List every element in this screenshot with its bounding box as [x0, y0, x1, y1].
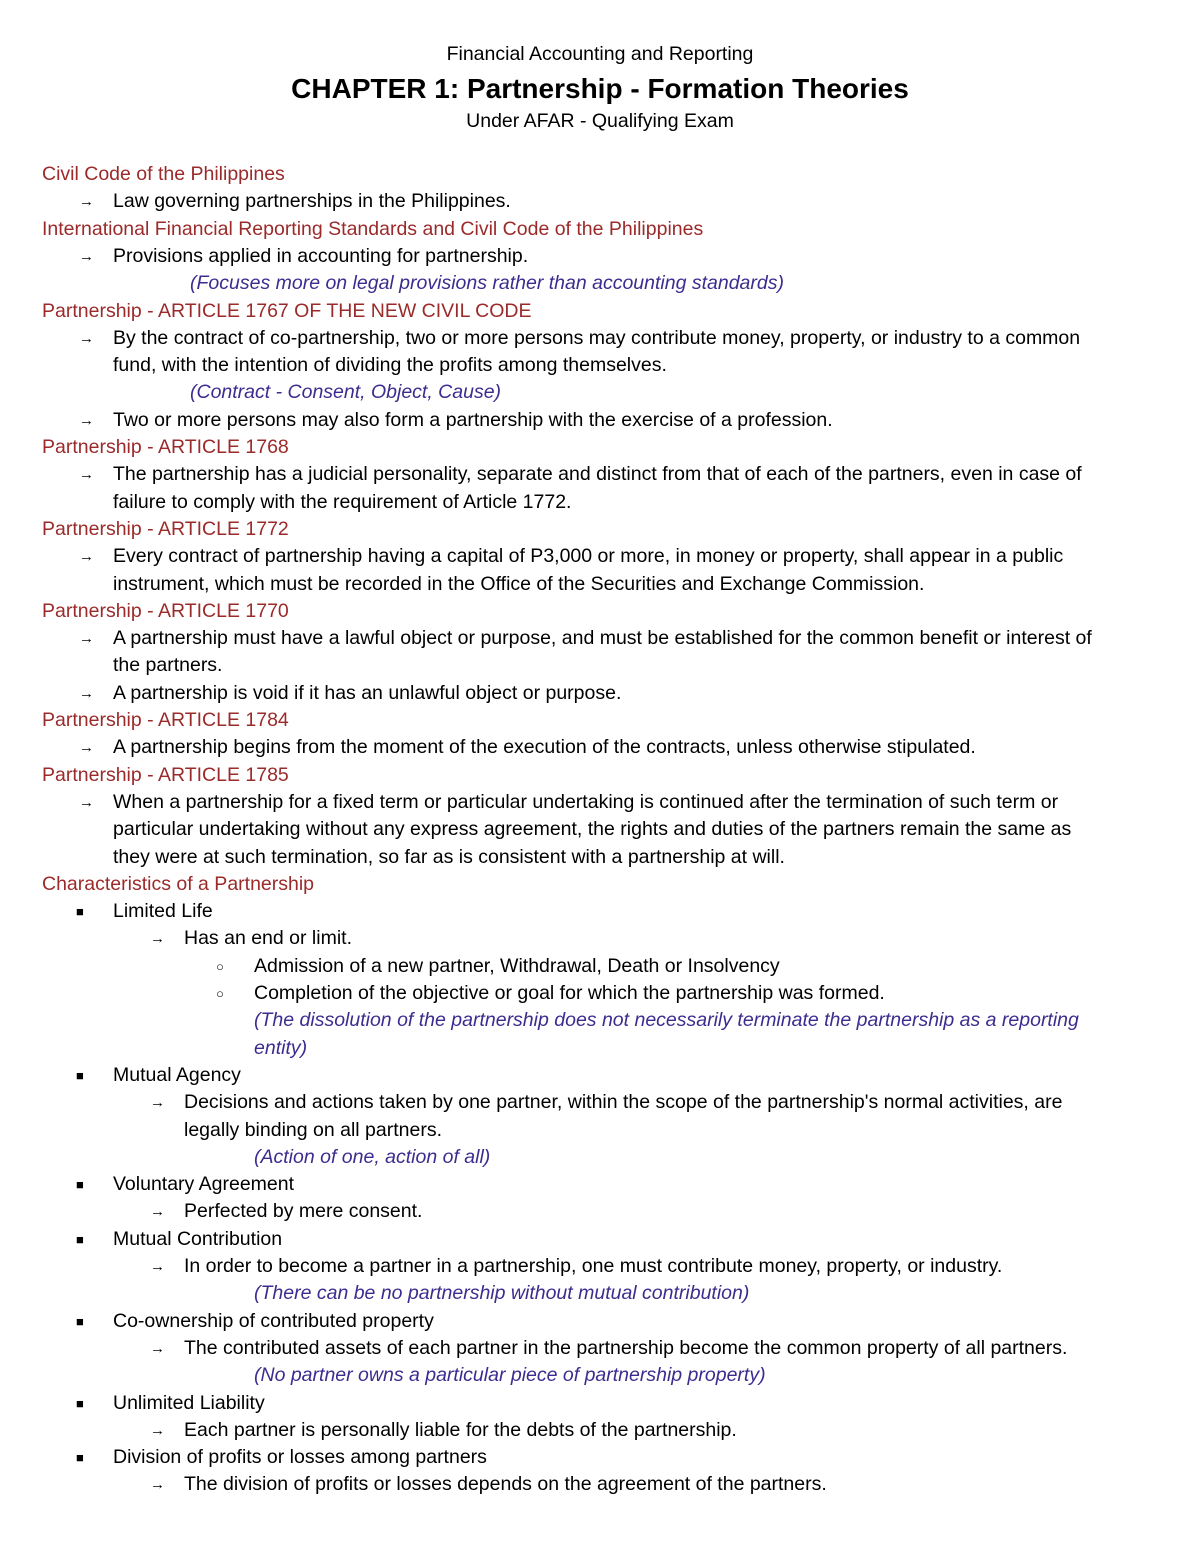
- list-item-text: Law governing partnerships in the Philippines.: [113, 190, 511, 213]
- list-item-text: By the contract of co-partnership, two or more persons may contribute money, property, or industry to a common: [113, 326, 1081, 349]
- note-text: (There can be no partnership without mutual contribution): [254, 1282, 750, 1305]
- section-heading: Partnership - ARTICLE 1784: [42, 709, 289, 731]
- section-heading: Partnership - ARTICLE 1768: [42, 436, 289, 458]
- list-item-text: A partnership is void if it has an unlawful object or purpose.: [113, 681, 622, 704]
- section-heading: Partnership - ARTICLE 1767 OF THE NEW CIVIL CODE: [42, 299, 532, 322]
- list-item-text: instrument, which must be recorded in the Office of the Securities and Exchange Commission.: [113, 572, 925, 595]
- characteristic-label: Mutual Contribution: [113, 1227, 283, 1250]
- arrow-bullet-icon: →: [79, 684, 94, 702]
- note-text: (No partner owns a particular piece of partnership property): [254, 1364, 766, 1387]
- list-item-text: A partnership begins from the moment of the execution of the contracts, unless otherwise stipulated.: [113, 736, 976, 759]
- arrow-bullet-icon: →: [150, 1421, 165, 1439]
- square-bullet-icon: ■: [76, 1395, 84, 1411]
- list-item-text: legally binding on all partners.: [184, 1118, 442, 1141]
- arrow-bullet-icon: →: [150, 1339, 165, 1357]
- sub-list-item-text: Admission of a new partner, Withdrawal, Death or Insolvency: [254, 954, 780, 977]
- characteristic-label: Voluntary Agreement: [113, 1173, 295, 1196]
- arrow-bullet-icon: →: [79, 739, 94, 757]
- arrow-bullet-icon: →: [79, 548, 94, 566]
- characteristic-label: Mutual Agency: [113, 1063, 241, 1086]
- list-item-text: Perfected by mere consent.: [184, 1200, 423, 1223]
- arrow-bullet-icon: →: [150, 1094, 165, 1112]
- list-item-text: Provisions applied in accounting for partnership.: [113, 244, 529, 267]
- arrow-bullet-icon: →: [79, 793, 94, 811]
- square-bullet-icon: ■: [76, 904, 84, 920]
- list-item-text: Each partner is personally liable for the debts of the partnership.: [184, 1418, 737, 1441]
- list-item-text: Two or more persons may also form a partnership with the exercise of a profession.: [113, 408, 833, 431]
- arrow-bullet-icon: →: [79, 247, 94, 265]
- list-item-text: A partnership must have a lawful object or purpose, and must be established for the common benefit or interest of: [113, 627, 1092, 650]
- section-heading: Partnership - ARTICLE 1772: [42, 517, 289, 540]
- arrow-bullet-icon: →: [79, 411, 94, 429]
- square-bullet-icon: ■: [76, 1450, 84, 1466]
- note-text: (Focuses more on legal provisions rather than accounting standards): [190, 272, 784, 295]
- list-item-text: the partners.: [113, 654, 223, 677]
- section-heading: Partnership - ARTICLE 1770: [42, 599, 289, 622]
- list-item-text: they were at such termination, so far as is consistent with a partnership at will.: [113, 845, 785, 868]
- arrow-bullet-icon: →: [150, 1258, 165, 1275]
- square-bullet-icon: ■: [76, 1177, 84, 1193]
- square-bullet-icon: ■: [76, 1313, 84, 1329]
- document-subtitle: Under AFAR - Qualifying Exam: [466, 110, 734, 132]
- list-item-text: Decisions and actions taken by one partner, within the scope of the partnership's normal activities, are: [184, 1091, 1063, 1114]
- list-item-text: failure to comply with the requirement of Article 1772.: [113, 490, 572, 513]
- section-heading: International Financial Reporting Standards and Civil Code of the Philippines: [42, 217, 704, 240]
- arrow-bullet-icon: →: [79, 630, 94, 648]
- document-subject: Financial Accounting and Reporting: [446, 43, 754, 65]
- list-item-text: The contributed assets of each partner in the partnership become the common property of all partners.: [184, 1336, 1068, 1359]
- list-item-text: The division of profits or losses depends on the agreement of the partners.: [184, 1473, 827, 1496]
- list-item-text: fund, with the intention of dividing the profits among themselves.: [113, 354, 667, 377]
- arrow-bullet-icon: →: [79, 193, 94, 211]
- list-item-text: When a partnership for a fixed term or particular undertaking is continued after the termination of such term or: [113, 790, 1059, 813]
- note-text: entity): [254, 1036, 308, 1059]
- characteristic-label: Unlimited Liability: [113, 1391, 265, 1414]
- arrow-bullet-icon: →: [150, 1203, 165, 1221]
- sub-list-item-text: Completion of the objective or goal for which the partnership was formed.: [254, 982, 885, 1004]
- list-item-text: In order to become a partner in a partnership, one must contribute money, property, or industry.: [184, 1255, 1003, 1277]
- note-text: (The dissolution of the partnership does not necessarily terminate the partnership as a reporting: [254, 1009, 1079, 1032]
- circle-bullet-icon: ○: [216, 986, 224, 1001]
- characteristic-label: Limited Life: [113, 900, 213, 923]
- section-heading: Characteristics of a Partnership: [42, 872, 315, 895]
- list-item-text: particular undertaking without any express agreement, the rights and duties of the partners remain the same as: [113, 818, 1072, 841]
- page-title: CHAPTER 1: Partnership - Formation Theories: [291, 73, 909, 104]
- section-heading: Partnership - ARTICLE 1785: [42, 763, 289, 786]
- characteristic-label: Co-ownership of contributed property: [113, 1309, 434, 1332]
- arrow-bullet-icon: →: [150, 1476, 165, 1494]
- arrow-bullet-icon: →: [150, 930, 165, 948]
- list-item-text: Every contract of partnership having a capital of P3,000 or more, in money or property, shall appear in a public: [113, 545, 1064, 568]
- arrow-bullet-icon: →: [79, 329, 94, 347]
- characteristic-label: Division of profits or losses among partners: [113, 1446, 487, 1469]
- list-item-text: Has an end or limit.: [184, 927, 352, 950]
- square-bullet-icon: ■: [76, 1067, 84, 1083]
- note-text: (Contract - Consent, Object, Cause): [190, 381, 502, 404]
- square-bullet-icon: ■: [76, 1231, 84, 1247]
- circle-bullet-icon: ○: [216, 958, 224, 974]
- section-heading: Civil Code of the Philippines: [42, 163, 285, 185]
- arrow-bullet-icon: →: [79, 466, 94, 484]
- list-item-text: The partnership has a judicial personality, separate and distinct from that of each of the partners, even in case of: [113, 463, 1082, 486]
- note-text: (Action of one, action of all): [254, 1145, 491, 1168]
